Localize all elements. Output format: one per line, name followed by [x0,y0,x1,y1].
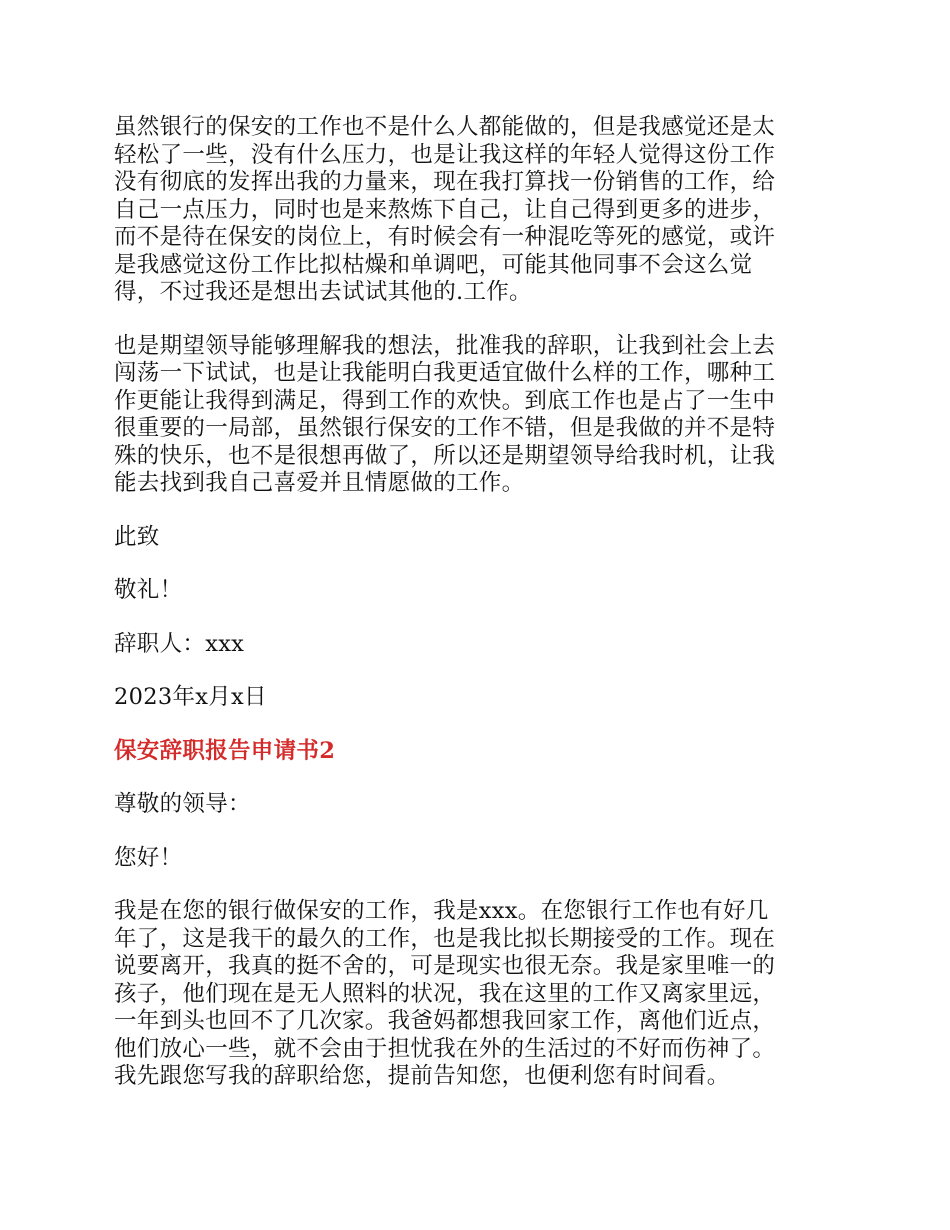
greeting-line: 尊敬的领导： [114,791,251,817]
paragraph-2-line: 能去找到我自己喜爱并且情愿做的工作。 [114,470,525,496]
paragraph-1-line: 自己一点压力，同时也是来熬炼下自己，让自己得到更多的进步， [114,196,776,223]
paragraph-3-line: 说要离开，我真的挺不舍的，可是现实也很无奈。我是家里唯一的 [114,953,776,979]
paragraph-2 [114,333,836,498]
paragraph-1-line: 是我感觉这份工作比拟枯燥和单调吧，可能其他同事不会这么觉 [114,251,753,278]
paragraph-3-line: 孩子，他们现在是无人照料的状况，我在这里的工作又离家里远， [114,980,776,1007]
signature-line: 辞职人：xxx [114,630,245,657]
document-page [114,114,836,1091]
paragraph-3-line: 我先跟您写我的辞职给您，提前告知您，也便利您有时间看。 [114,1063,730,1089]
paragraph-1-line: 得，不过我还是想出去试试其他的.工作。 [114,279,532,305]
paragraph-1-line: 没有彻底的发挥出我的力量来，现在我打算找一份销售的工作，给 [114,169,776,195]
paragraph-3-line: 我是在您的银行做保安的工作，我是xxx。在您银行工作也有好几 [114,898,769,924]
paragraph-1 [114,114,836,307]
paragraph-1-line: 而不是待在保安的岗位上，有时候会有一种混吃等死的感觉，或许 [114,224,776,250]
paragraph-2-line: 很重要的一局部，虽然银行保安的工作不错，但是我做的并不是特 [114,415,776,441]
date-line: 2023年x月x日 [114,684,267,710]
paragraph-2-line: 也是期望领导能够理解我的想法，批准我的辞职，让我到社会上去 [114,332,776,359]
paragraph-2-line: 闯荡一下试试，也是让我能明白我更适宜做什么样的工作，哪种工 [114,360,776,386]
paragraph-2-line: 殊的快乐，也不是很想再做了，所以还是期望领导给我时机，让我 [114,442,776,469]
paragraph-3 [114,898,836,1091]
paragraph-1-line: 虽然银行的保安的工作也不是什么人都能做的，但是我感觉还是太 [114,114,776,140]
paragraph-3-line: 他们放心一些，就不会由于担忧我在外的生活过的不好而伤神了。 [114,1035,776,1062]
closing-line: 此致 [114,523,160,550]
paragraph-2-line: 作更能让我得到满足，得到工作的欢快。到底工作也是占了一生中 [114,387,776,414]
section-2-title: 保安辞职报告申请书2 [114,737,336,764]
hello-line: 您好！ [114,844,183,871]
paragraph-1-line: 轻松了一些，没有什么压力，也是让我这样的年轻人觉得这份工作 [114,141,776,168]
salute-line: 敬礼！ [114,577,183,603]
paragraph-3-line: 一年到头也回不了几次家。我爸妈都想我回家工作，离他们近点， [114,1008,776,1034]
paragraph-3-line: 年了，这是我干的最久的工作，也是我比拟长期接受的工作。现在 [114,925,776,952]
